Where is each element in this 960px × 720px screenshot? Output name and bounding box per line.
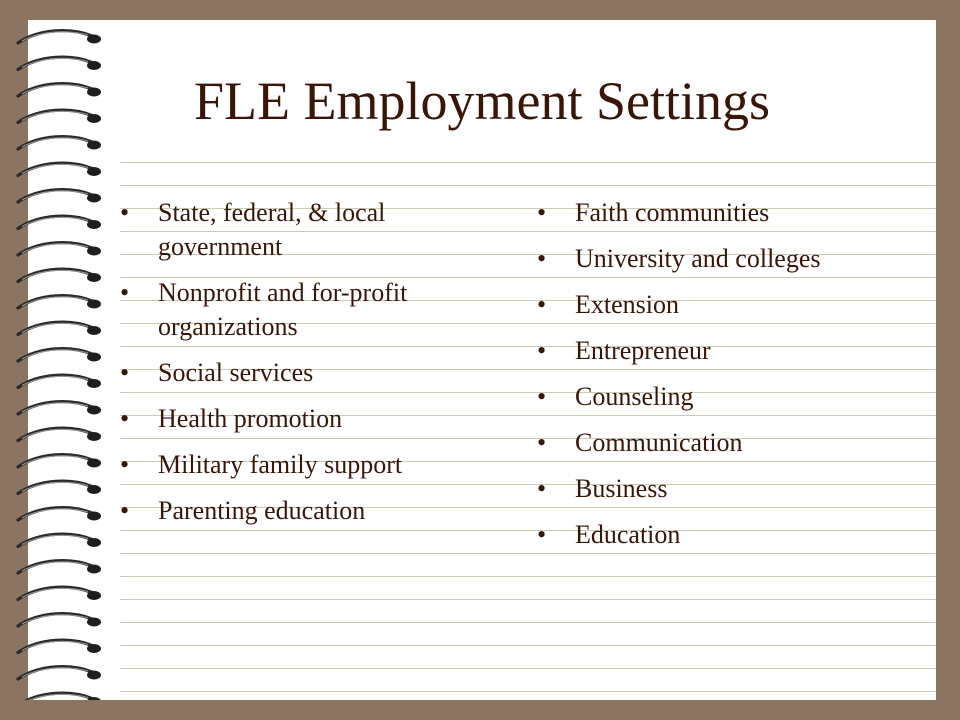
spiral-coil (18, 508, 101, 521)
list-item-text: Counseling (575, 382, 694, 411)
list-item-text: Military family support (158, 450, 403, 479)
bullet-icon: • (537, 520, 547, 549)
bullet-icon: • (537, 428, 547, 457)
list-item-text: Extension (575, 290, 679, 319)
list-item-text: Communication (575, 428, 743, 457)
bullet-icon: • (120, 198, 130, 227)
bullet-icon: • (537, 474, 547, 503)
spiral-coil (18, 375, 101, 388)
list-item-text: Parenting education (158, 496, 366, 525)
list-item (537, 518, 917, 552)
list-item (120, 494, 480, 528)
spiral-coil (18, 534, 101, 547)
bullet-icon: • (120, 450, 130, 479)
spiral-coil (18, 190, 101, 203)
spiral-coil (18, 322, 101, 335)
list-item-text: Health promotion (158, 404, 343, 433)
list-item (120, 276, 480, 344)
spiral-coil (18, 137, 101, 150)
spiral-coil (18, 481, 101, 494)
list-item (537, 288, 917, 322)
bullet-icon: • (537, 244, 547, 273)
spiral-coil (18, 243, 101, 256)
right-bullet-list (537, 196, 917, 564)
spiral-coil (18, 640, 101, 653)
list-item-text: University and colleges (575, 244, 821, 273)
slide-title: FLE Employment Settings (194, 71, 770, 131)
list-item (537, 380, 917, 414)
left-bullet-list (120, 196, 480, 540)
spiral-coil (18, 693, 101, 700)
spiral-coil (18, 667, 101, 680)
bullet-icon: • (537, 198, 547, 227)
ruled-line (120, 599, 936, 600)
spiral-coil (18, 269, 101, 282)
ruled-line (120, 645, 936, 646)
list-item-text: Nonprofit and for-profit organizations (158, 278, 408, 341)
ruled-line (120, 622, 936, 623)
bullet-icon: • (537, 290, 547, 319)
spiral-coil (18, 614, 101, 627)
bullet-icon: • (120, 404, 130, 433)
list-item (537, 426, 917, 460)
list-item-text: Entrepreneur (575, 336, 711, 365)
list-item-text: Business (575, 474, 668, 503)
list-item-text: Education (575, 520, 681, 549)
spiral-coil (18, 455, 101, 468)
spiral-coil (18, 31, 101, 44)
list-item (537, 196, 917, 230)
spiral-coil (18, 163, 101, 176)
spiral-coil (18, 349, 101, 362)
bullet-icon: • (120, 358, 130, 387)
list-item (120, 448, 480, 482)
spiral-coil (18, 428, 101, 441)
spiral-coil (18, 587, 101, 600)
bullet-icon: • (537, 382, 547, 411)
list-item-text: Social services (158, 358, 314, 387)
list-item (537, 472, 917, 506)
list-item-text: Faith communities (575, 198, 770, 227)
list-item (537, 334, 917, 368)
ruled-line (120, 668, 936, 669)
spiral-coil (18, 402, 101, 415)
spiral-coil (18, 561, 101, 574)
spiral-coil (18, 216, 101, 229)
list-item (120, 356, 480, 390)
spiral-coil (18, 57, 101, 70)
bullet-icon: • (120, 496, 130, 525)
ruled-line (120, 185, 936, 186)
ruled-line (120, 576, 936, 577)
list-item-text: State, federal, & local government (158, 198, 386, 261)
list-item (120, 402, 480, 436)
list-item (537, 242, 917, 276)
spiral-coil (18, 296, 101, 309)
bullet-icon: • (537, 336, 547, 365)
list-item (120, 196, 480, 264)
bullet-icon: • (120, 278, 130, 307)
ruled-line (120, 691, 936, 692)
ruled-line (120, 162, 936, 163)
